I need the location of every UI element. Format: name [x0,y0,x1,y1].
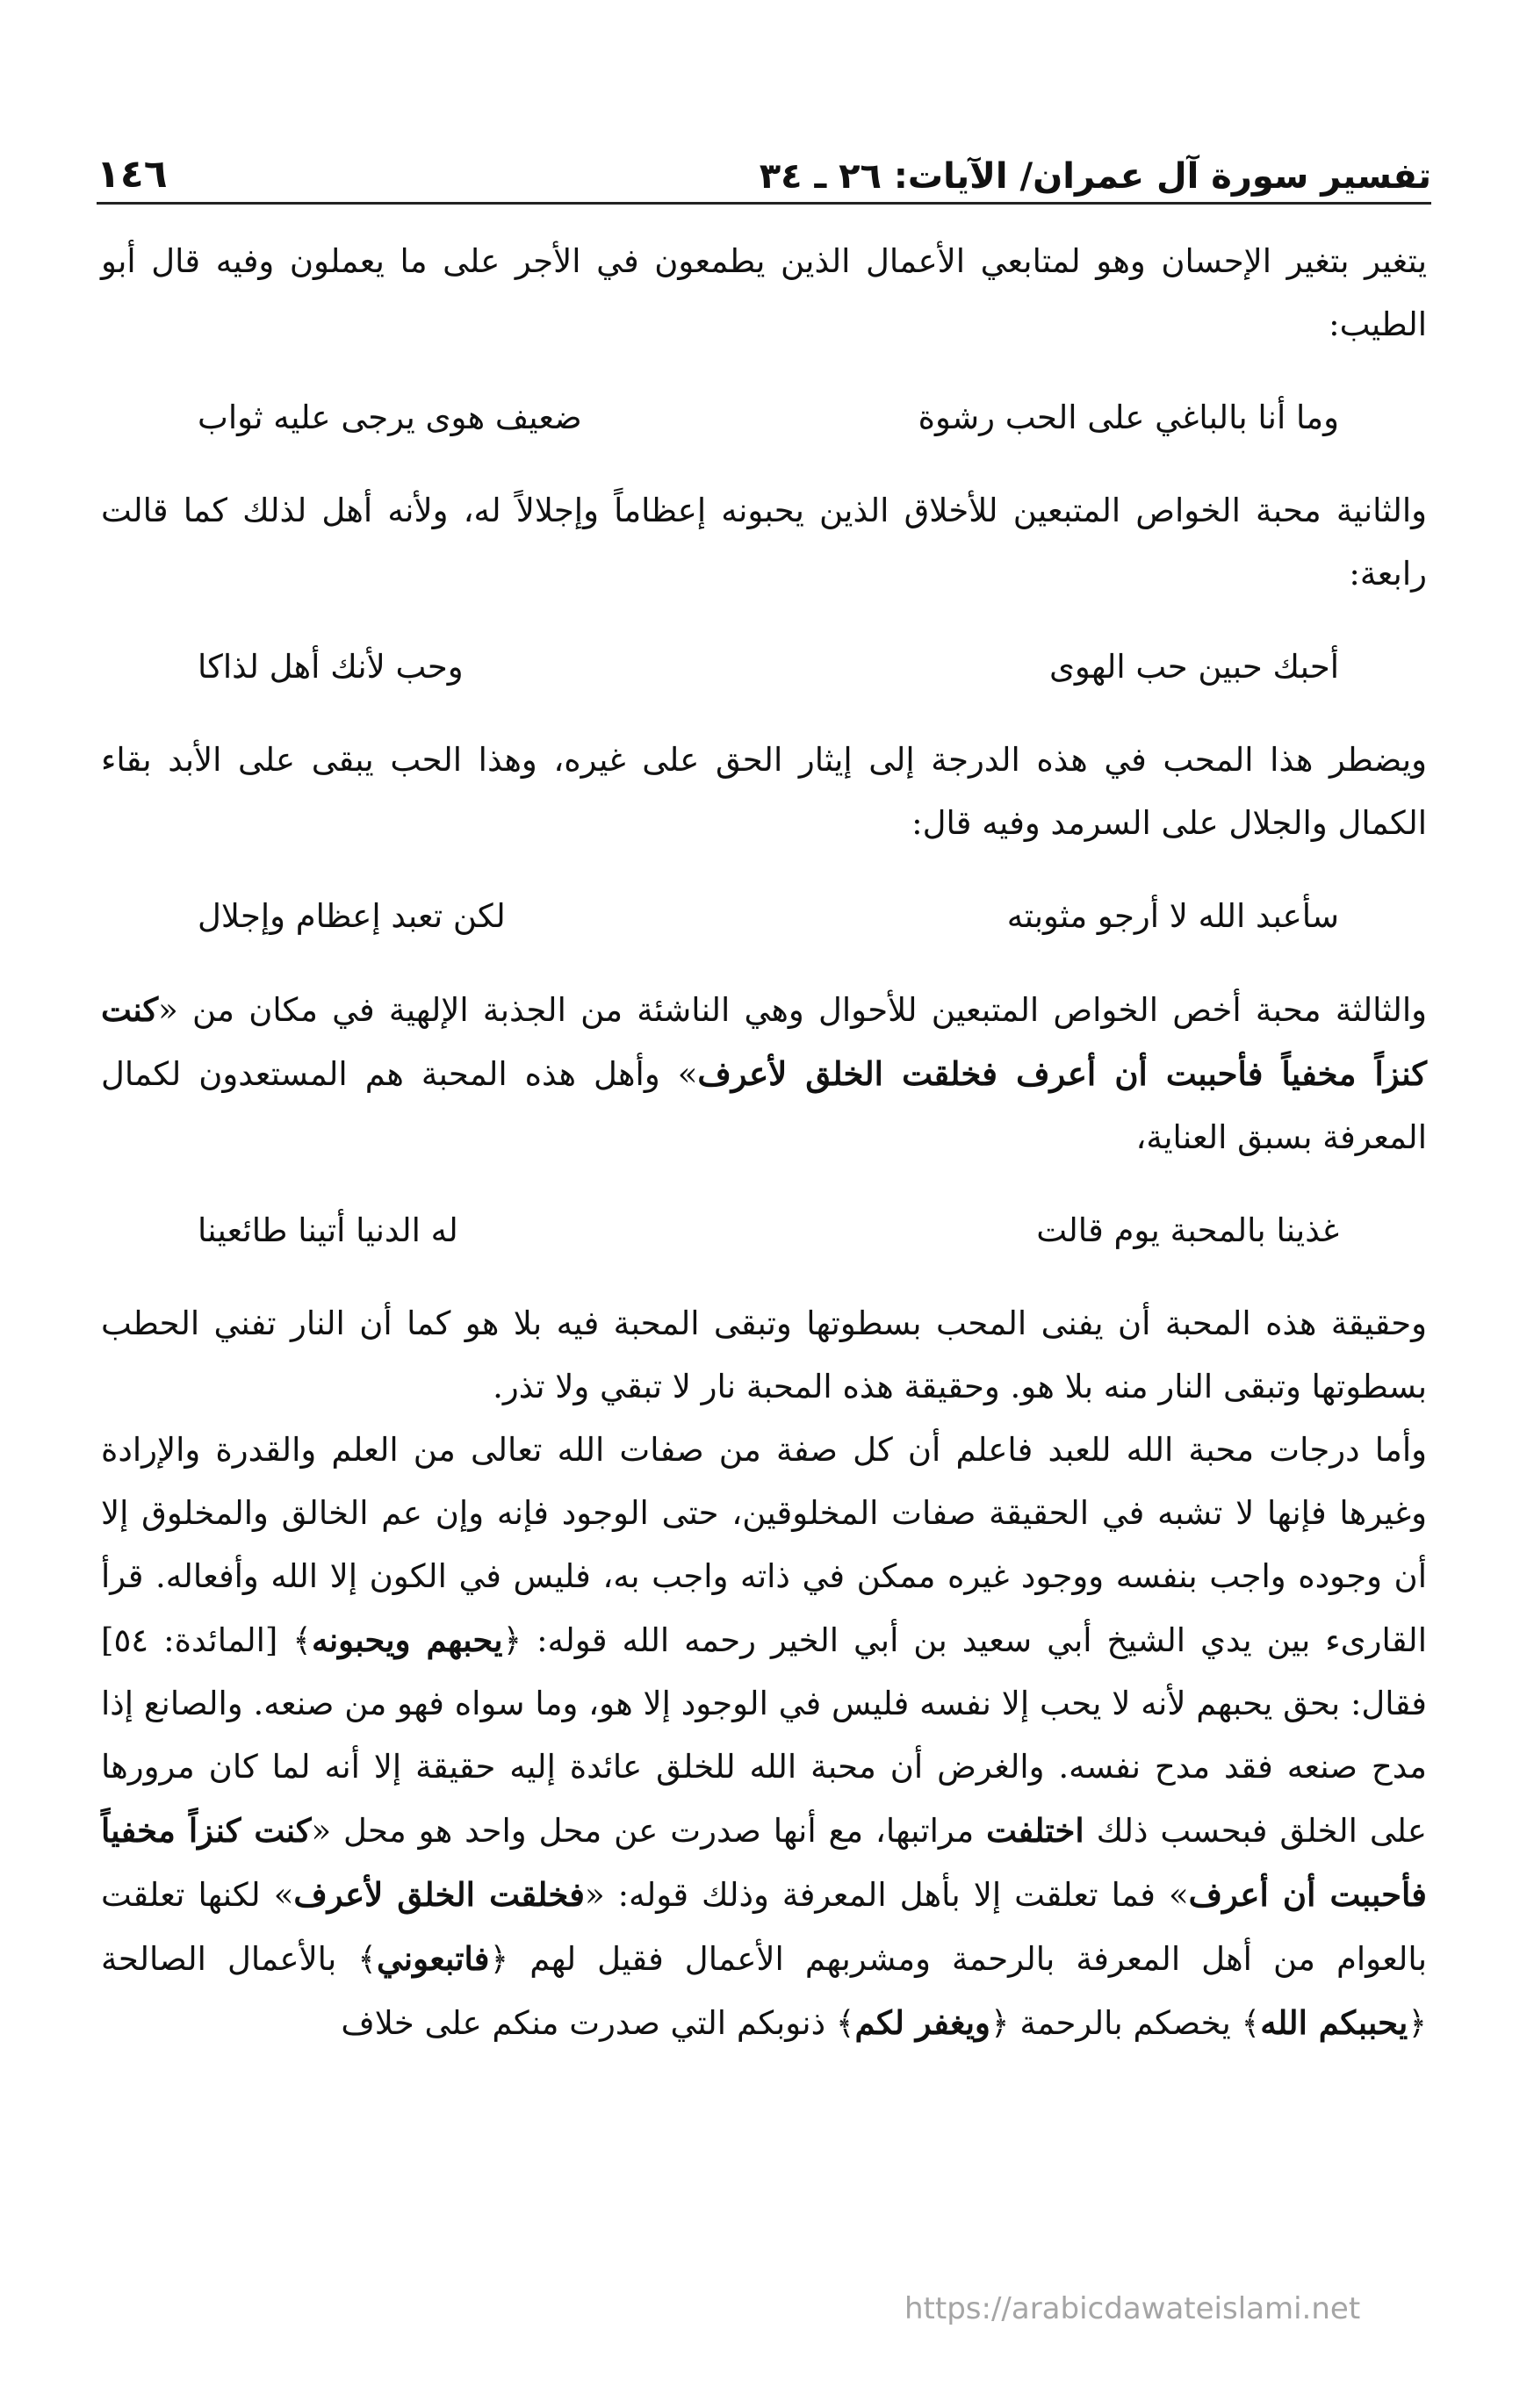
watermark-url: https://arabicdawateislami.net [904,2291,1361,2326]
verse-second-hemistich: لكن تعبد إعظام وإجلال [198,897,506,935]
paragraph: والثالثة محبة أخص الخواص المتبعين للأحوال وهي الناشئة من الجذبة الإلهية في مكان من «كنت كنزاً مخفياً فأحببت أن أعرف فخلقت الخلق لأعرف» وأهل هذه المحبة هم المستعدون لكمال المعرفة بسبق العناية، [101,990,1427,1156]
verse-second-hemistich: له الدنيا أتينا طائعينا [198,1211,458,1249]
paragraph: والثانية محبة الخواص المتبعين للأخلاق الذين يحبونه إعظاماً وإجلالاً له، ولأنه أهل لذلك كما قالت رابعة: [101,492,1427,593]
paragraph: ويضطر هذا المحب في هذه الدرجة إلى إيثار الحق على غيره، وهذا الحب يبقى على الأبد بقاء الكمال والجلال على السرمد وفيه قال: [101,741,1427,842]
page-body [101,230,1427,2055]
paragraph: يتغير بتغير الإحسان وهو لمتابعي الأعمال الذين يطمعون في الأجر على ما يعملون وفيه قال أبو الطيب: [101,242,1427,343]
page-number: ١٤٦ [97,152,168,197]
poetry-verse [101,1199,1427,1262]
poetry-verse [101,636,1427,699]
verse-first-hemistich: غذينا بالمحبة يوم قالت [1036,1211,1339,1249]
running-title: تفسير سورة آل عمران/ الآيات: ٢٦ ـ ٣٤ [759,156,1431,197]
page-header [97,140,1431,197]
paragraph: وأما درجات محبة الله للعبد فاعلم أن كل صفة من صفات الله تعالى من العلم والقدرة والإرادة وغيرها فإنها لا تشبه في الحقيقة صفات المخلوقين، حتى الوجود فإنه وإن عم الخالق والمخلوق إلا أن وجوده واجب بنفسه ووجود غيره ممكن في ذاته واجب به، فليس في الكون إلا الله وأفعاله. قرأ القارىء بين يدي الشيخ أبي سعيد بن أبي الخير رحمه الله قوله: ﴿يحبهم ويحبونه﴾ [المائدة: ٥٤] فقال: بحق يحبهم لأنه لا يحب إلا نفسه فليس في الوجود إلا هو، وما سواه فهو من صنعه. والصانع إذا مدح صنعه فقد مدح نفسه. والغرض أن محبة الله للخلق عائدة إليه حقيقة إلا أنه لما كان مرورها على الخلق فبحسب ذلك اختلفت مراتبها، مع أنها صدرت عن محل واحد هو محل «كنت كنزاً مخفياً فأحببت أن أعرف» فما تعلقت إلا بأهل المعرفة وذلك قوله: «فخلقت الخلق لأعرف» لكنها تعلقت بالعوام من أهل المعرفة بالرحمة ومشربهم الأعمال فقيل لهم ﴿فاتبعوني﴾ بالأعمال الصالحة ﴿يحببكم الله﴾ يخصكم بالرحمة ﴿ويغفر لكم﴾ ذنوبكم التي صدرت منكم على خلاف [101,1431,1427,2042]
verse-second-hemistich: ضعيف هوى يرجى عليه ثواب [198,399,582,436]
poetry-verse [101,885,1427,948]
verse-first-hemistich: أحبك حبين حب الهوى [1048,648,1339,686]
verse-first-hemistich: سأعبد الله لا أرجو مثوبته [1006,897,1339,935]
header-rule [97,202,1431,205]
verse-first-hemistich: وما أنا بالباغي على الحب رشوة [918,399,1339,436]
verse-second-hemistich: وحب لأنك أهل لذاكا [198,648,464,686]
poetry-verse [101,386,1427,449]
paragraph: وحقيقة هذه المحبة أن يفنى المحب بسطوتها وتبقى المحبة فيه بلا هو كما أن النار تفني الحطب بسطوتها وتبقى النار منه بلا هو. وحقيقة هذه المحبة نار لا تبقي ولا تذر. [101,1305,1427,1405]
